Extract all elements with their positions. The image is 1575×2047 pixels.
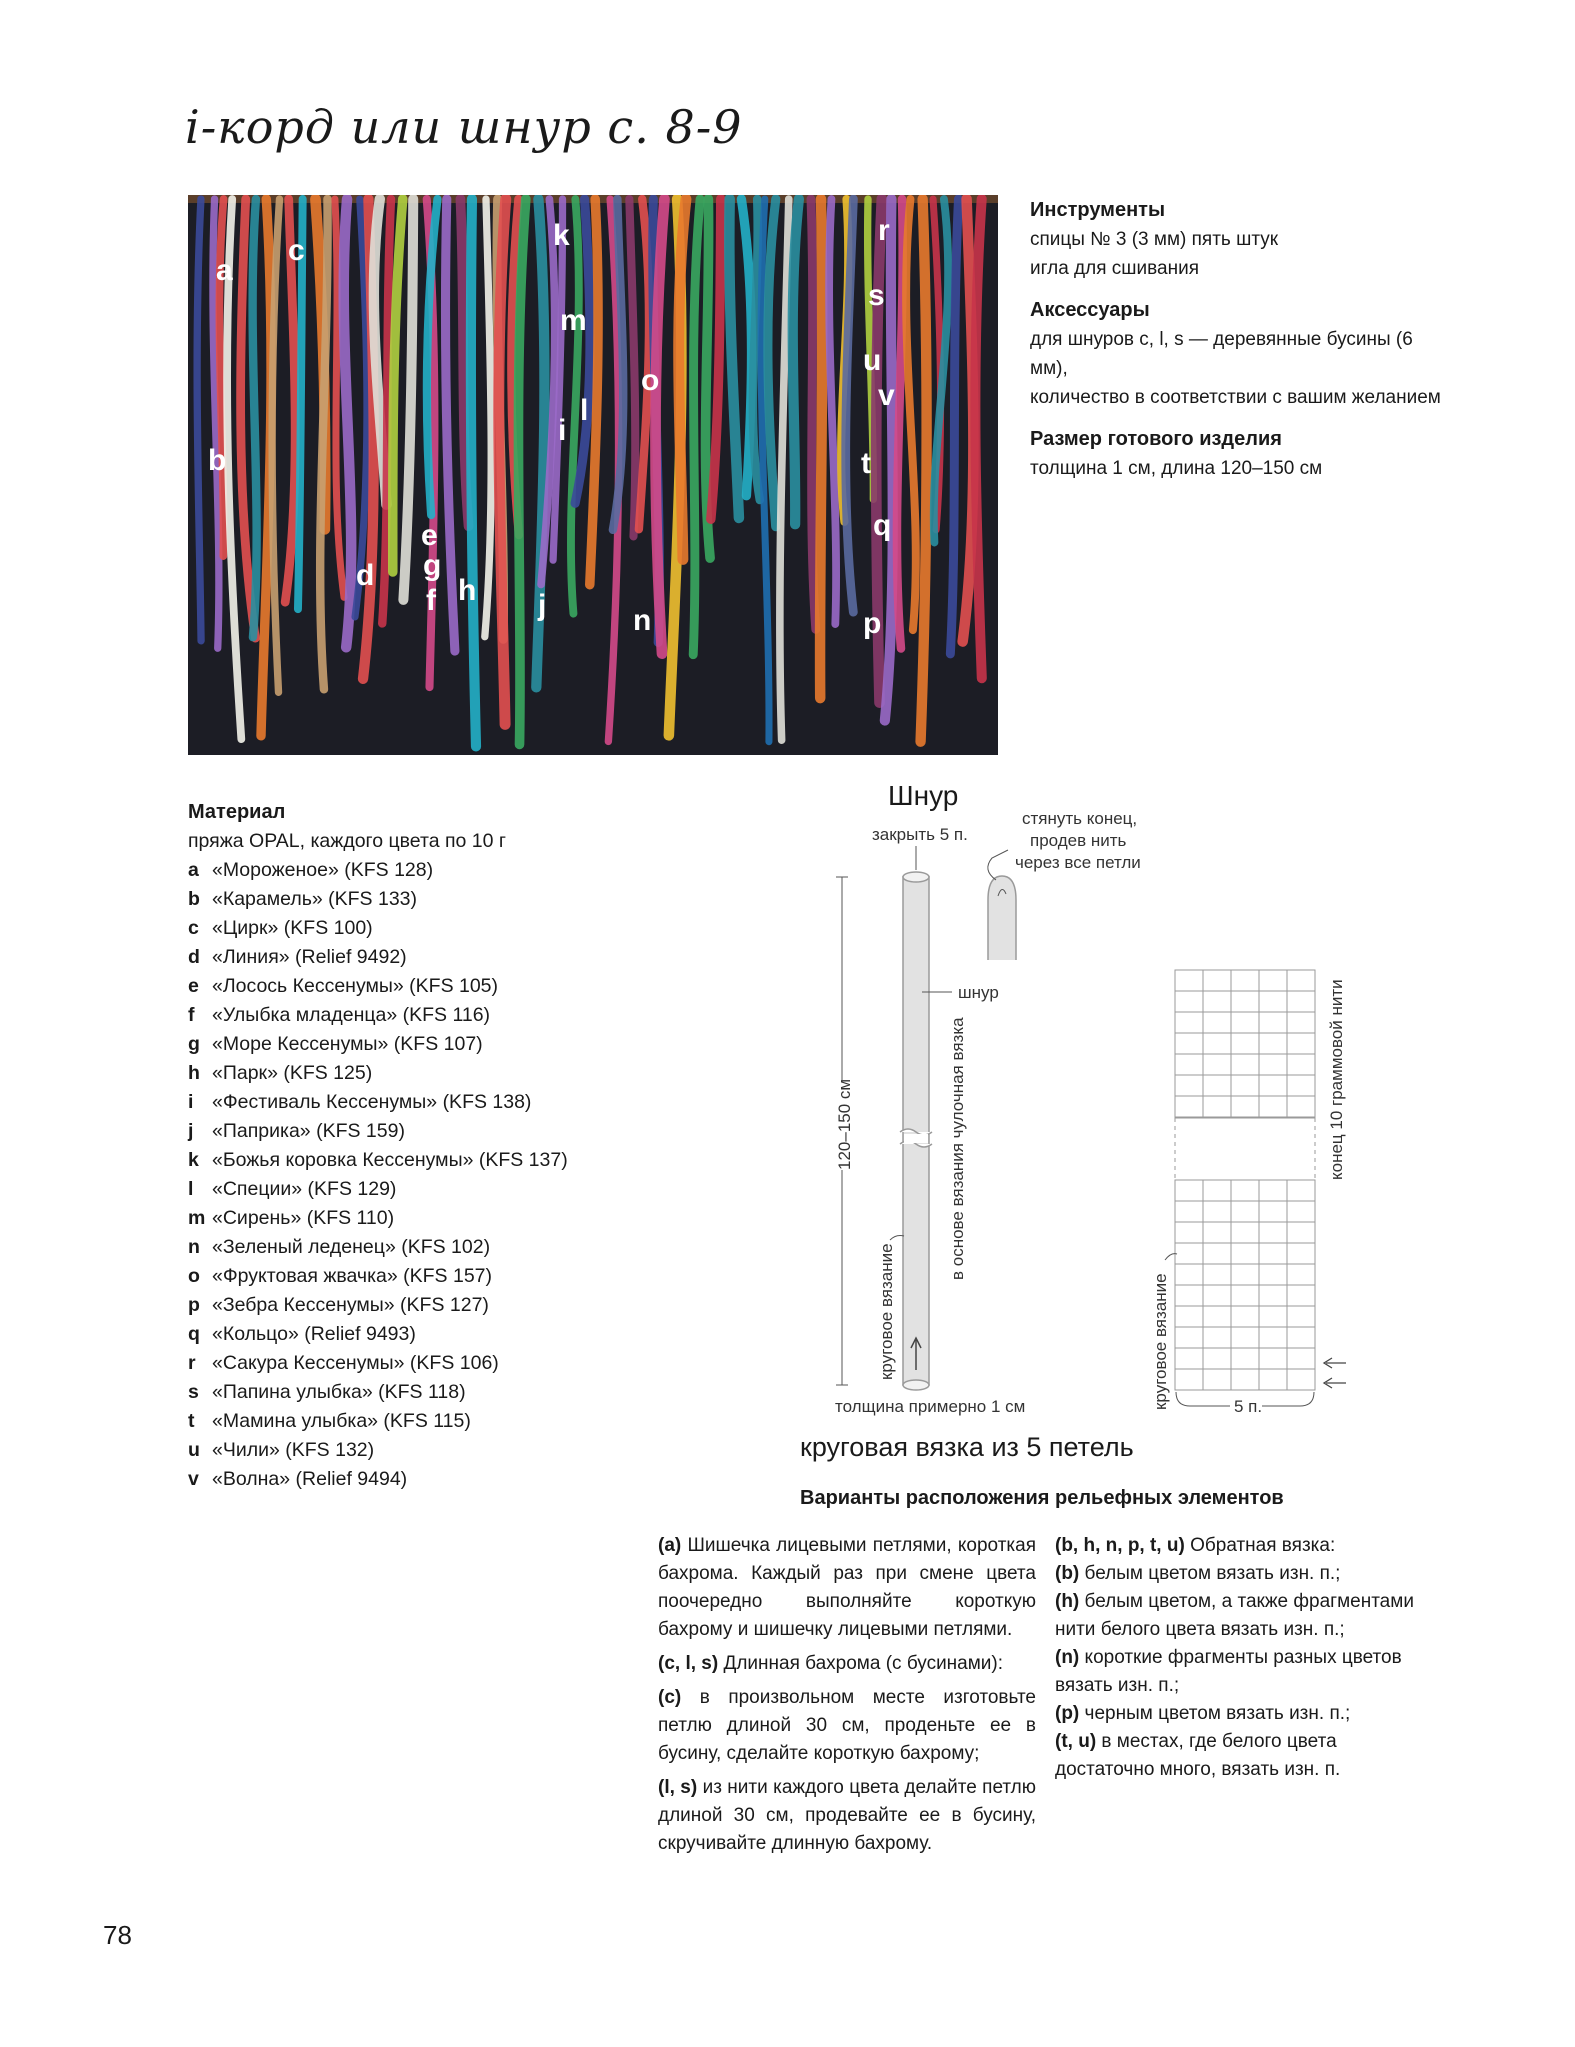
cord-strand [485, 199, 491, 637]
photo-label: o [641, 364, 660, 397]
tools-line-1: спицы № 3 (3 мм) пять штук [1030, 229, 1279, 250]
variant-key: (c) [658, 1687, 682, 1708]
tools-text [1030, 225, 1450, 283]
material-letter: u [188, 1439, 200, 1461]
cord-strand [571, 199, 579, 614]
variant-paragraph [1055, 1560, 1440, 1588]
cord-diagram [800, 780, 1400, 1460]
material-letter: e [188, 975, 199, 997]
material-item [188, 1175, 668, 1204]
cords-illustration [188, 195, 998, 755]
cord-strand [820, 199, 822, 698]
stitches-label: 5 п. [1234, 1397, 1263, 1416]
photo-label: p [863, 607, 882, 640]
variant-text: Длинная бахрома (с бусинами): [718, 1653, 1004, 1674]
accessories-heading: Аксессуары [1030, 299, 1150, 321]
tools-heading: Инструменты [1030, 199, 1166, 221]
photo-label: q [873, 509, 892, 542]
material-name: «Папина улыбка» (KFS 118) [212, 1381, 466, 1403]
pull-label-1: стянуть конец, [1022, 809, 1138, 828]
accessories-line-1: для шнуров c, l, s — деревянные бусины (6 мм), [1030, 329, 1413, 379]
cord-strand [471, 199, 476, 746]
material-item [188, 943, 668, 972]
diagram-title: Шнур [888, 780, 959, 811]
cord-strand [629, 199, 635, 536]
photo-label: a [216, 254, 233, 287]
variant-text: черным цветом вязать изн. п.; [1079, 1703, 1351, 1724]
material-item [188, 1117, 668, 1146]
variant-paragraph [658, 1684, 1036, 1768]
variant-paragraph [658, 1650, 1036, 1678]
variant-key: (l, s) [658, 1777, 698, 1798]
cord-strand [693, 199, 700, 655]
material-letter: k [188, 1149, 199, 1171]
variant-paragraph [1055, 1700, 1440, 1728]
photo-label: u [863, 344, 882, 377]
diagram-caption: круговая вязка из 5 петель [800, 1432, 1134, 1462]
material-name: «Специи» (KFS 129) [212, 1178, 397, 1200]
material-item [188, 1001, 668, 1030]
cord-strand [197, 199, 201, 641]
variant-key: (n) [1055, 1647, 1080, 1668]
circular-label-2: круговое вязание [1151, 1273, 1170, 1410]
variant-text: белым цветом вязать изн. п.; [1079, 1563, 1341, 1584]
material-item [188, 1378, 668, 1407]
material-name: «Зеленый леденец» (KFS 102) [212, 1236, 491, 1258]
cord-strand [897, 199, 903, 648]
variant-text: Обратная вязка: [1184, 1535, 1336, 1556]
material-heading: Материал [188, 801, 286, 823]
cord-bottom [903, 1380, 929, 1390]
material-item [188, 1146, 668, 1175]
photo-label: d [356, 559, 375, 592]
material-name: «Мамина улыбка» (KFS 115) [212, 1410, 471, 1432]
cord-strand [921, 199, 927, 742]
material-name: «Парк» (KFS 125) [212, 1062, 373, 1084]
material-item [188, 1262, 668, 1291]
material-item [188, 1320, 668, 1349]
material-item [188, 1436, 668, 1465]
material-name: «Сакура Кессенумы» (KFS 106) [212, 1352, 499, 1374]
variant-key: (t, u) [1055, 1731, 1097, 1752]
variant-paragraph [1055, 1728, 1440, 1784]
cords-photo [188, 195, 998, 755]
photo-label: c [288, 234, 305, 267]
material-item [188, 1465, 668, 1494]
photo-label: v [878, 379, 895, 412]
material-name: «Цирк» (KFS 100) [212, 917, 373, 939]
material-item [188, 972, 668, 1001]
cord-strand [975, 199, 981, 678]
stockinette-label: в основе вязания чулочная вязка [948, 1017, 967, 1280]
yarn-end-label: конец 10 граммовой нити [1327, 979, 1346, 1180]
material-letter: g [188, 1033, 200, 1055]
photo-label: e [421, 519, 438, 552]
page-number: 78 [103, 1920, 132, 1950]
variants-column-2 [1055, 1532, 1440, 1784]
material-item [188, 1088, 668, 1117]
material-letter: l [188, 1178, 194, 1200]
material-letter: p [188, 1294, 200, 1316]
variant-key: (b) [1055, 1563, 1080, 1584]
photo-label: g [423, 549, 442, 582]
cord-strand [846, 199, 854, 612]
material-name: «Карамель» (KFS 133) [212, 888, 418, 910]
cord-strand [393, 199, 403, 572]
photo-label: n [633, 604, 652, 637]
cord-strand [518, 199, 525, 744]
pull-label-3: через все петли [1015, 853, 1141, 872]
photo-label: b [208, 444, 227, 477]
material-name: «Волна» (Relief 9494) [212, 1468, 408, 1490]
material-name: «Фруктовая жвачка» (KFS 157) [212, 1265, 493, 1287]
variant-key: (p) [1055, 1703, 1080, 1724]
cord-strand [446, 199, 455, 651]
material-list [188, 856, 668, 1494]
size-text: толщина 1 см, длина 120–150 см [1030, 458, 1323, 479]
specs-column [1030, 196, 1450, 496]
material-letter: j [188, 1120, 194, 1142]
material-letter: s [188, 1381, 199, 1403]
cord-strand [253, 199, 257, 637]
variant-text: короткие фрагменты разных цветов вязать изн. п.; [1055, 1647, 1402, 1696]
variant-paragraph [1055, 1644, 1440, 1700]
variant-paragraph [658, 1532, 1036, 1644]
cord-strand [780, 199, 789, 740]
material-name: «Мороженое» (KFS 128) [212, 859, 434, 881]
cord-strand [793, 199, 799, 524]
material-letter: q [188, 1323, 200, 1345]
variant-key: (c, l, s) [658, 1653, 719, 1674]
material-letter: r [188, 1352, 196, 1374]
material-letter: n [188, 1236, 200, 1258]
material-name: «Паприка» (KFS 159) [212, 1120, 405, 1142]
material-item [188, 1291, 668, 1320]
material-name: «Чили» (KFS 132) [212, 1439, 375, 1461]
photo-label: l [580, 394, 589, 427]
tools-line-2: игла для сшивания [1030, 258, 1199, 279]
material-name: «Море Кессенумы» (KFS 107) [212, 1033, 483, 1055]
photo-label: j [538, 589, 547, 622]
photo-label: k [553, 219, 570, 252]
photo-label: s [868, 279, 885, 312]
material-name: «Зебра Кессенумы» (KFS 127) [212, 1294, 489, 1316]
material-letter: d [188, 946, 200, 968]
length-label: 120–150 см [835, 1078, 854, 1170]
material-item [188, 1059, 668, 1088]
material-letter: t [188, 1410, 195, 1432]
material-name: «Фестиваль Кессенумы» (KFS 138) [212, 1091, 532, 1113]
photo-label: h [458, 574, 477, 607]
cord-strand [403, 199, 413, 600]
photo-label: f [426, 584, 436, 617]
size-heading: Размер готового изделия [1030, 428, 1282, 450]
thickness-label: толщина примерно 1 см [835, 1397, 1026, 1416]
material-name: «Улыбка младенца» (KFS 116) [212, 1004, 491, 1026]
material-item [188, 1407, 668, 1436]
photo-label: m [560, 304, 587, 337]
close-label: закрыть 5 п. [872, 825, 968, 844]
material-letter: v [188, 1468, 199, 1490]
material-item [188, 1349, 668, 1378]
material-item [188, 1233, 668, 1262]
material-letter: b [188, 888, 200, 910]
cord-strand [906, 199, 916, 630]
variant-text: Шишечка лицевыми петлями, короткая бахрома. Каждый раз при смене цвета поочередно выполняйте короткую бахрому и шишечку лицевыми петлями. [658, 1535, 1036, 1640]
accessories-text [1030, 325, 1450, 412]
circular-label: круговое вязание [877, 1243, 896, 1380]
variant-text: в местах, где белого цвета достаточно много, вязать изн. п. [1055, 1731, 1341, 1780]
pull-label-2: продев нить [1030, 831, 1127, 850]
material-section [188, 798, 668, 1494]
accessories-line-2: количество в соответствии с вашим желанием [1030, 387, 1441, 408]
cord-strand [829, 199, 836, 624]
material-name: «Кольцо» (Relief 9493) [212, 1323, 416, 1345]
cord-strand [729, 199, 739, 518]
cord-strand [272, 199, 279, 692]
material-item [188, 1030, 668, 1059]
material-letter: h [188, 1062, 200, 1084]
cord-strand [768, 199, 776, 527]
photo-label: i [558, 414, 567, 447]
cord-strand [655, 199, 664, 654]
material-letter: i [188, 1091, 194, 1113]
material-item [188, 856, 668, 885]
cord-label: шнур [958, 983, 999, 1002]
variant-key: (a) [658, 1535, 682, 1556]
material-letter: o [188, 1265, 200, 1287]
variant-text: белым цветом, а также фрагментами нити белого цвета вязать изн. п.; [1055, 1591, 1414, 1640]
cord-top [903, 872, 929, 882]
material-name: «Линия» (Relief 9492) [212, 946, 407, 968]
variant-text: из нити каждого цвета делайте петлю длиной 30 см, продевайте ее в бусину, скручивайте длинную бахрому. [658, 1777, 1037, 1854]
variant-paragraph [1055, 1532, 1440, 1560]
variant-paragraph [658, 1774, 1036, 1858]
material-item [188, 885, 668, 914]
material-name: «Сирень» (KFS 110) [212, 1207, 395, 1229]
page-title: i-корд или шнур с. 8-9 [185, 100, 743, 154]
variant-key: (h) [1055, 1591, 1080, 1612]
material-letter: m [188, 1207, 206, 1229]
photo-label: r [878, 214, 890, 247]
cord-strand [885, 199, 893, 721]
variant-paragraph [1055, 1588, 1440, 1644]
cord-strand [811, 199, 816, 629]
variant-text: в произвольном месте изготовьте петлю длиной 30 см, проденьте ее в бусину, сделайте короткую бахрому; [658, 1687, 1036, 1764]
material-name: «Божья коровка Кессенумы» (KFS 137) [212, 1149, 568, 1171]
cord-strand [219, 199, 223, 556]
photo-label: t [861, 447, 871, 480]
variants-title: Варианты расположения рельефных элементов [800, 1487, 1284, 1509]
material-intro: пряжа OPAL, каждого цвета по 10 г [188, 830, 507, 852]
variants-column-1 [658, 1532, 1036, 1864]
material-item [188, 1204, 668, 1233]
material-letter: f [188, 1004, 195, 1026]
material-letter: c [188, 917, 199, 939]
material-item [188, 914, 668, 943]
material-letter: a [188, 859, 199, 881]
variant-key: (b, h, n, p, t, u) [1055, 1535, 1185, 1556]
material-name: «Лосось Кессенумы» (KFS 105) [212, 975, 499, 997]
